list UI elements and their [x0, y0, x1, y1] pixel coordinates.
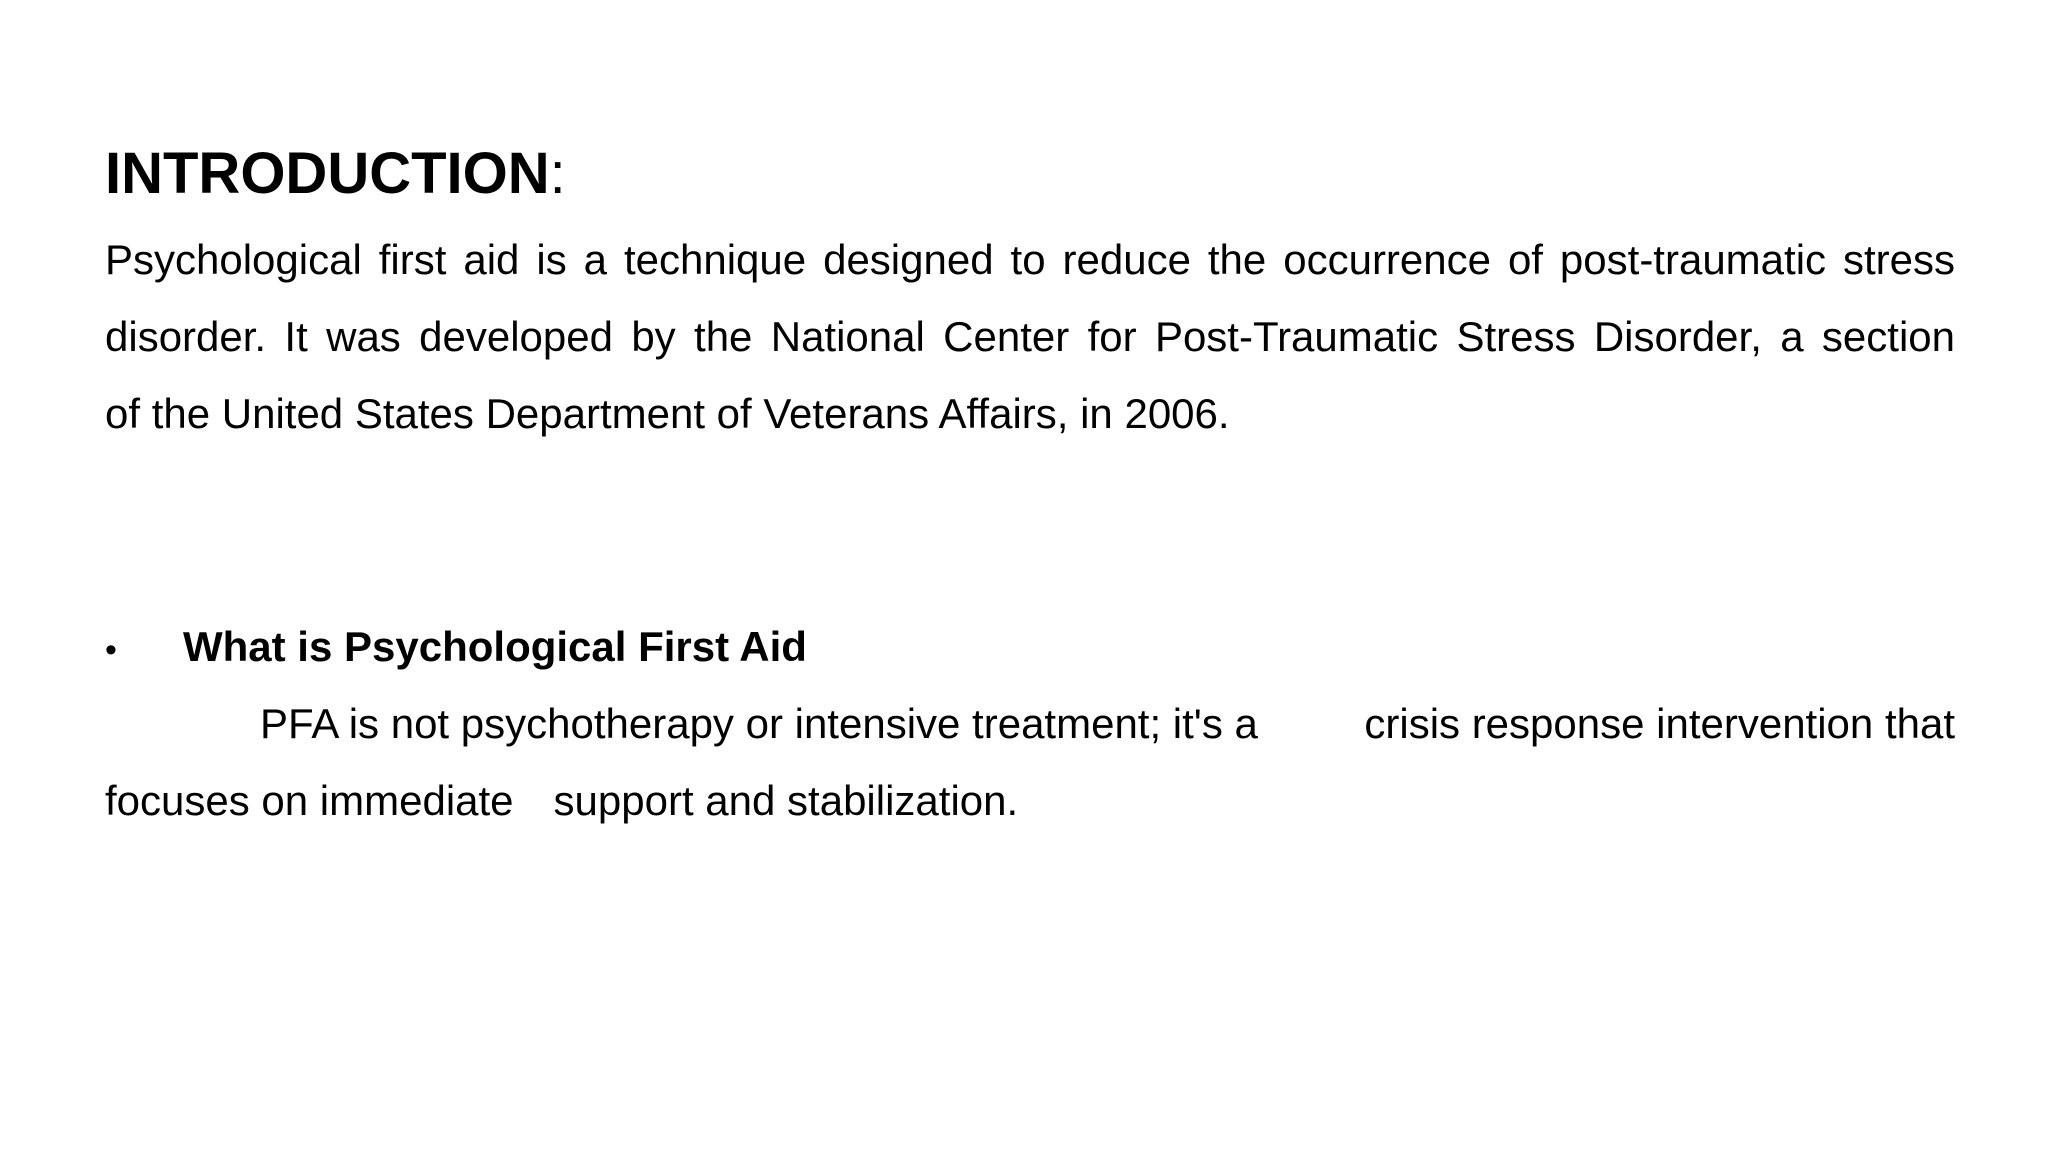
bullet-title: What is Psychological First Aid [183, 623, 807, 670]
heading-colon: : [549, 141, 566, 206]
pfa-line-1-part-2: crisis response intervention that [1364, 700, 1955, 747]
section-heading [105, 138, 566, 210]
bullet-marker: • [105, 631, 117, 669]
pfa-line-1-part-1: PFA is not psychotherapy or intensive treatment; it's a [260, 700, 1258, 747]
intro-paragraph-line-2: disorder. It was developed by the National Center for Post-Traumatic Stress Disorder, a section [105, 313, 1955, 360]
pfa-paragraph-line-1 [105, 698, 1955, 750]
pfa-paragraph-line-2 [105, 775, 1018, 827]
heading-title: INTRODUCTION [105, 141, 550, 206]
intro-paragraph-line-1: Psychological first aid is a technique designed to reduce the occurrence of post-traumatic stress [105, 236, 1955, 283]
intro-paragraph-line-3: of the United States Department of Veterans Affairs, in 2006. [105, 390, 1230, 437]
pfa-line-2-part-1: focuses on immediate [105, 777, 514, 824]
pfa-line-2-part-2: support and stabilization. [553, 777, 1019, 824]
